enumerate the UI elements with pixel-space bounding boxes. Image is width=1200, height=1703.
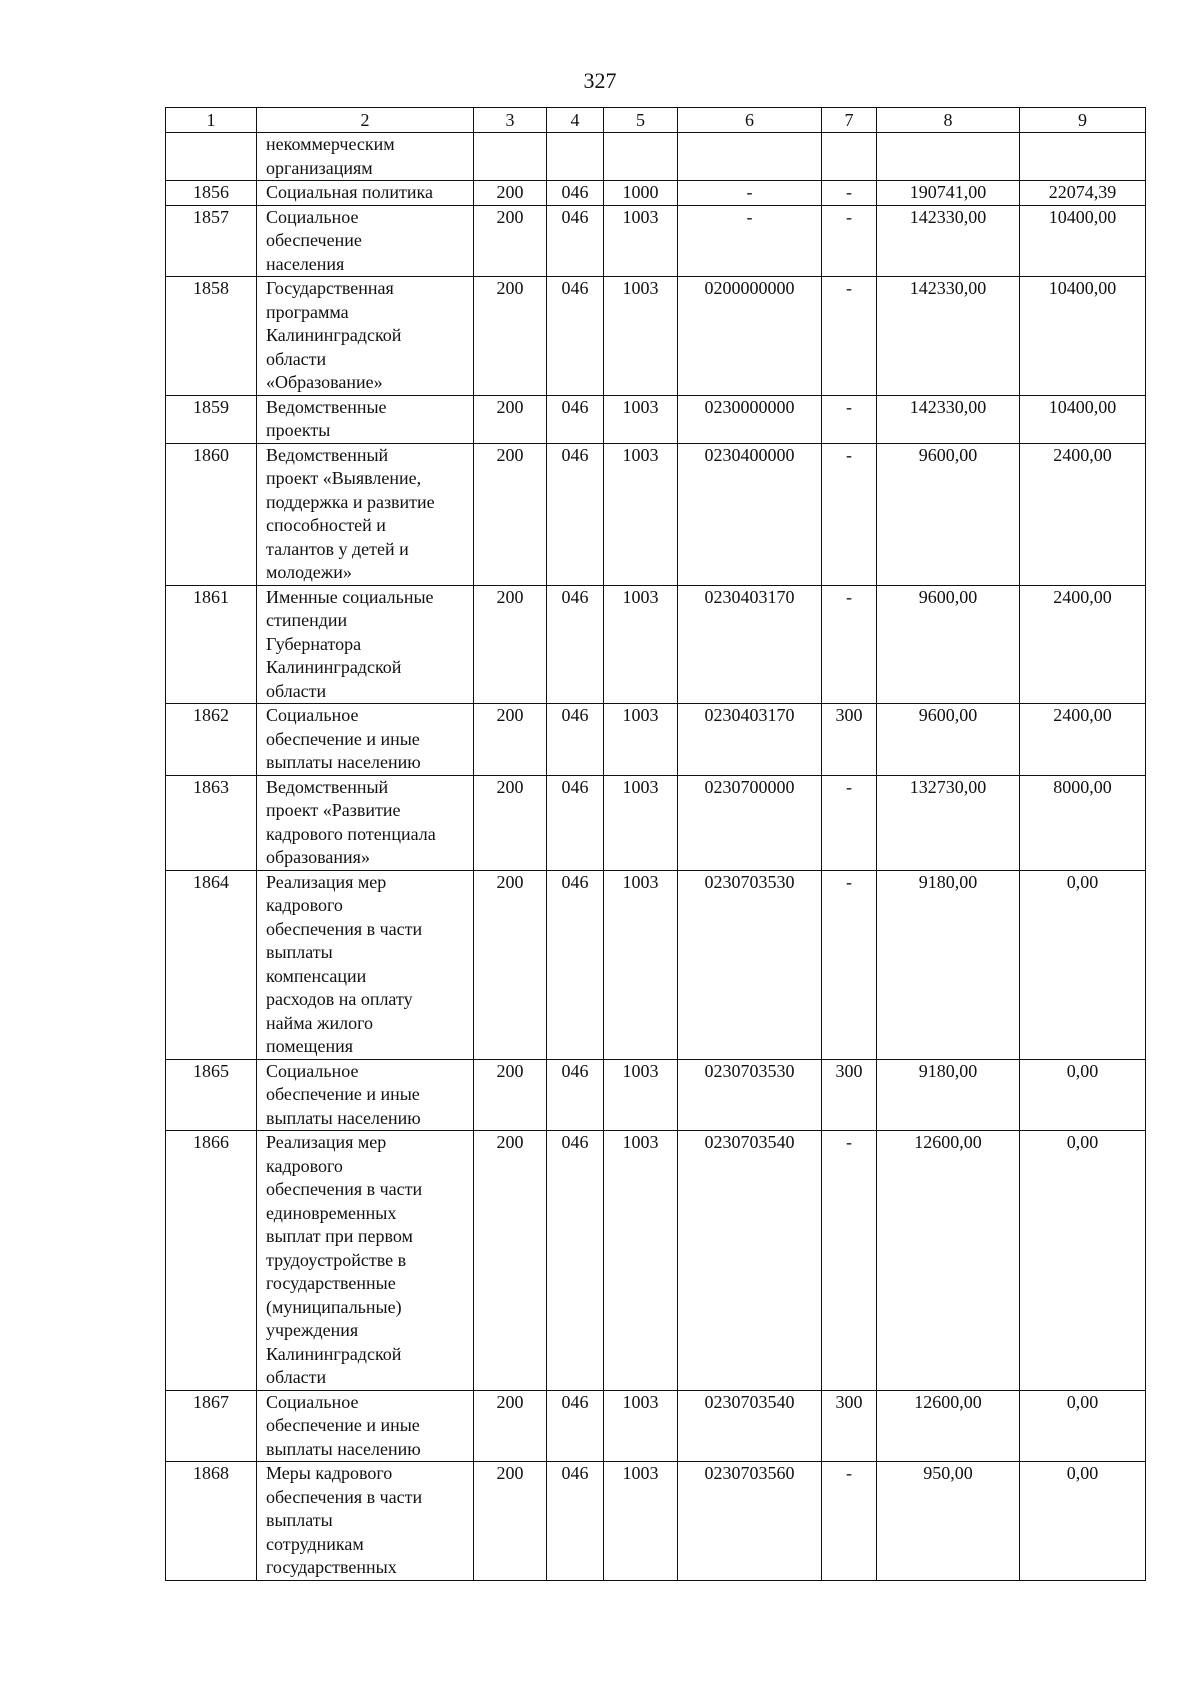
sum-col-9: 22074,39 xyxy=(1020,181,1146,206)
code-col-4: 046 xyxy=(547,1462,604,1581)
table-row xyxy=(166,1131,1146,1391)
sum-col-9: 0,00 xyxy=(1020,1390,1146,1462)
sum-col-9: 10400,00 xyxy=(1020,277,1146,396)
code-col-4: 046 xyxy=(547,395,604,443)
row-number: 1863 xyxy=(166,775,257,870)
table-row xyxy=(166,585,1146,704)
code-col-4: 046 xyxy=(547,585,604,704)
row-name-line: найма жилого xyxy=(266,1012,373,1033)
sum-col-9: 2400,00 xyxy=(1020,443,1146,585)
code-col-6: 0230703530 xyxy=(678,1059,822,1131)
code-col-3: 200 xyxy=(474,1059,547,1131)
sum-col-8: 9180,00 xyxy=(877,870,1020,1059)
header-cell: 7 xyxy=(822,108,877,133)
code-col-3: 200 xyxy=(474,205,547,277)
row-name-line: образования» xyxy=(266,847,370,867)
header-cell: 3 xyxy=(474,108,547,133)
row-name-line: помещения xyxy=(266,1036,354,1056)
row-name-line: Ведомственный xyxy=(266,776,389,797)
row-name-line: поддержка и развитие xyxy=(266,491,435,512)
sum-col-8: 12600,00 xyxy=(877,1131,1020,1391)
sum-col-8: 142330,00 xyxy=(877,395,1020,443)
code-col-5: 1003 xyxy=(604,395,678,443)
row-name-line: выплаты xyxy=(266,1510,333,1530)
sum-col-9: 2400,00 xyxy=(1020,585,1146,704)
row-name-line: (муниципальные) xyxy=(266,1296,402,1317)
code-col-7: - xyxy=(822,205,877,277)
code-col-4 xyxy=(547,133,604,181)
code-col-4: 046 xyxy=(547,181,604,206)
code-col-5 xyxy=(604,133,678,181)
row-name-line: Меры кадрового xyxy=(266,1463,393,1483)
row-number: 1867 xyxy=(166,1390,257,1462)
code-col-3: 200 xyxy=(474,181,547,206)
table-row xyxy=(166,775,1146,870)
code-col-6: 0230400000 xyxy=(678,443,822,585)
code-col-5: 1003 xyxy=(604,1059,678,1131)
sum-col-9: 10400,00 xyxy=(1020,205,1146,277)
row-name xyxy=(257,1131,474,1391)
row-number: 1861 xyxy=(166,585,257,704)
code-col-7: - xyxy=(822,181,877,206)
code-col-3: 200 xyxy=(474,775,547,870)
row-name-line: кадрового потенциала xyxy=(266,823,436,844)
code-col-6: 0230403170 xyxy=(678,585,822,704)
code-col-6: 0230703540 xyxy=(678,1131,822,1391)
row-name-line: компенсации xyxy=(266,965,367,986)
row-number: 1857 xyxy=(166,205,257,277)
code-col-4: 046 xyxy=(547,205,604,277)
page-number: 327 xyxy=(583,68,617,93)
row-name xyxy=(257,133,474,181)
code-col-5: 1003 xyxy=(604,704,678,776)
row-name-line: расходов на оплату xyxy=(266,989,413,1009)
header-cell: 1 xyxy=(166,108,257,133)
row-name-line: Реализация мер xyxy=(266,1132,387,1152)
row-name xyxy=(257,585,474,704)
sum-col-8: 9600,00 xyxy=(877,443,1020,585)
code-col-7: 300 xyxy=(822,1390,877,1462)
code-col-3: 200 xyxy=(474,443,547,585)
row-name-line: способностей и xyxy=(266,515,386,535)
code-col-4: 046 xyxy=(547,1059,604,1131)
sum-col-8: 9600,00 xyxy=(877,704,1020,776)
code-col-4: 046 xyxy=(547,1390,604,1462)
code-col-7: - xyxy=(822,585,877,704)
row-name-line: Реализация мер xyxy=(266,871,387,892)
code-col-3: 200 xyxy=(474,704,547,776)
code-col-5: 1003 xyxy=(604,443,678,585)
code-col-7: - xyxy=(822,1462,877,1581)
header-cell: 6 xyxy=(678,108,822,133)
row-number: 1868 xyxy=(166,1462,257,1581)
sum-col-9: 0,00 xyxy=(1020,870,1146,1059)
row-number xyxy=(166,133,257,181)
code-col-6: 0230703540 xyxy=(678,1390,822,1462)
row-name-line: проект «Развитие xyxy=(266,800,401,820)
code-col-4: 046 xyxy=(547,704,604,776)
sum-col-8: 142330,00 xyxy=(877,205,1020,277)
row-name-line: талантов у детей и xyxy=(266,538,409,559)
table-row xyxy=(166,205,1146,277)
row-number: 1865 xyxy=(166,1059,257,1131)
code-col-6: 0230703560 xyxy=(678,1462,822,1581)
code-col-3: 200 xyxy=(474,1462,547,1581)
code-col-3: 200 xyxy=(474,585,547,704)
row-name-line: обеспечение и иные xyxy=(266,728,420,749)
code-col-7: - xyxy=(822,870,877,1059)
row-name-line: трудоустройстве в xyxy=(266,1249,407,1270)
code-col-7: - xyxy=(822,443,877,585)
row-number: 1856 xyxy=(166,181,257,206)
sum-col-9: 10400,00 xyxy=(1020,395,1146,443)
table-row xyxy=(166,395,1146,443)
code-col-7: - xyxy=(822,395,877,443)
code-col-5: 1003 xyxy=(604,1390,678,1462)
code-col-4: 046 xyxy=(547,1131,604,1391)
sum-col-8: 9600,00 xyxy=(877,585,1020,704)
row-name-line: Государственная xyxy=(266,278,394,298)
row-name xyxy=(257,1390,474,1462)
table-row xyxy=(166,1390,1146,1462)
sum-col-9: 0,00 xyxy=(1020,1131,1146,1391)
code-col-6: - xyxy=(678,205,822,277)
row-name-line: обеспечение и иные xyxy=(266,1415,420,1435)
row-name xyxy=(257,870,474,1059)
sum-col-8 xyxy=(877,133,1020,181)
table-row xyxy=(166,181,1146,206)
code-col-5: 1003 xyxy=(604,870,678,1059)
row-name-line: Ведомственный xyxy=(266,444,389,465)
row-name-line: обеспечение xyxy=(266,230,362,250)
row-name-line: единовременных xyxy=(266,1202,397,1223)
code-col-6 xyxy=(678,133,822,181)
row-name xyxy=(257,443,474,585)
sum-col-9: 0,00 xyxy=(1020,1059,1146,1131)
sum-col-8: 142330,00 xyxy=(877,277,1020,396)
code-col-4: 046 xyxy=(547,775,604,870)
table-row xyxy=(166,1059,1146,1131)
row-name-line: области xyxy=(266,348,327,369)
row-name-line: области xyxy=(266,680,327,701)
row-name-line: области xyxy=(266,1367,327,1387)
row-name-line: государственных xyxy=(266,1557,397,1577)
code-col-7: - xyxy=(822,775,877,870)
sum-col-8: 950,00 xyxy=(877,1462,1020,1581)
row-name xyxy=(257,181,474,206)
code-col-6: - xyxy=(678,181,822,206)
row-name-line: Именные социальные xyxy=(266,586,434,607)
row-name-line: Калининградской xyxy=(266,1343,402,1364)
row-name-line: выплаты населению xyxy=(266,1107,421,1128)
table-row xyxy=(166,133,1146,181)
code-col-7: 300 xyxy=(822,704,877,776)
row-name-line: организациям xyxy=(266,157,373,178)
sum-col-9: 0,00 xyxy=(1020,1462,1146,1581)
row-name-line: государственные xyxy=(266,1273,396,1293)
code-col-5: 1003 xyxy=(604,1462,678,1581)
code-col-7: - xyxy=(822,277,877,396)
code-col-3: 200 xyxy=(474,395,547,443)
row-name-line: выплаты населению xyxy=(266,752,421,772)
row-name-line: Социальная политика xyxy=(266,182,433,202)
code-col-5: 1003 xyxy=(604,1131,678,1391)
table-row xyxy=(166,704,1146,776)
row-name xyxy=(257,205,474,277)
sum-col-8: 9180,00 xyxy=(877,1059,1020,1131)
row-name xyxy=(257,395,474,443)
code-col-7: - xyxy=(822,1131,877,1391)
row-name-line: учреждения xyxy=(266,1320,359,1340)
row-name-line: Социальное xyxy=(266,1060,359,1081)
row-name-line: населения xyxy=(266,253,345,274)
budget-table xyxy=(165,107,1146,1581)
row-name-line: обеспечение и иные xyxy=(266,1084,420,1104)
code-col-3 xyxy=(474,133,547,181)
code-col-7: 300 xyxy=(822,1059,877,1131)
row-name xyxy=(257,775,474,870)
row-name-line: выплат при первом xyxy=(266,1226,413,1246)
row-name-line: сотрудникам xyxy=(266,1533,364,1554)
code-col-6: 0230000000 xyxy=(678,395,822,443)
code-col-7 xyxy=(822,133,877,181)
code-col-6: 0230703530 xyxy=(678,870,822,1059)
code-col-3: 200 xyxy=(474,1131,547,1391)
row-name xyxy=(257,1059,474,1131)
code-col-6: 0230700000 xyxy=(678,775,822,870)
row-name-line: кадрового xyxy=(266,895,343,915)
header-cell: 9 xyxy=(1020,108,1146,133)
row-number: 1862 xyxy=(166,704,257,776)
sum-col-9 xyxy=(1020,133,1146,181)
header-cell: 5 xyxy=(604,108,678,133)
row-name-line: Социальное xyxy=(266,206,359,227)
row-name-line: обеспечения в части xyxy=(266,918,423,939)
row-name-line: Калининградской xyxy=(266,325,402,345)
row-name-line: Ведомственные xyxy=(266,396,387,417)
code-col-5: 1003 xyxy=(604,585,678,704)
code-col-5: 1003 xyxy=(604,277,678,396)
code-col-3: 200 xyxy=(474,1390,547,1462)
row-name-line: Губернатора xyxy=(266,633,362,654)
code-col-4: 046 xyxy=(547,277,604,396)
code-col-6: 0200000000 xyxy=(678,277,822,396)
header-cell: 8 xyxy=(877,108,1020,133)
row-name-line: кадрового xyxy=(266,1155,343,1176)
sum-col-8: 132730,00 xyxy=(877,775,1020,870)
row-name-line: выплаты населению xyxy=(266,1438,421,1459)
row-name-line: Социальное xyxy=(266,705,359,725)
row-name-line: стипендии xyxy=(266,610,348,630)
header-cell: 2 xyxy=(257,108,474,133)
code-col-6: 0230403170 xyxy=(678,704,822,776)
row-name-line: выплаты xyxy=(266,942,333,962)
row-name-line: некоммерческим xyxy=(266,134,395,154)
row-name-line: «Образование» xyxy=(266,372,383,392)
row-name xyxy=(257,1462,474,1581)
code-col-3: 200 xyxy=(474,277,547,396)
table-row xyxy=(166,277,1146,396)
table-row xyxy=(166,870,1146,1059)
code-col-4: 046 xyxy=(547,870,604,1059)
sum-col-9: 2400,00 xyxy=(1020,704,1146,776)
sum-col-8: 190741,00 xyxy=(877,181,1020,206)
row-name-line: проекты xyxy=(266,420,331,440)
table-row xyxy=(166,443,1146,585)
row-name-line: Социальное xyxy=(266,1391,359,1412)
row-number: 1864 xyxy=(166,870,257,1059)
row-number: 1860 xyxy=(166,443,257,585)
row-name-line: молодежи» xyxy=(266,562,352,582)
table-row xyxy=(166,1462,1146,1581)
header-cell: 4 xyxy=(547,108,604,133)
row-number: 1859 xyxy=(166,395,257,443)
row-name xyxy=(257,277,474,396)
row-name xyxy=(257,704,474,776)
row-name-line: проект «Выявление, xyxy=(266,468,422,488)
row-number: 1866 xyxy=(166,1131,257,1391)
code-col-5: 1003 xyxy=(604,205,678,277)
row-name-line: обеспечения в части xyxy=(266,1486,423,1507)
sum-col-8: 12600,00 xyxy=(877,1390,1020,1462)
row-number: 1858 xyxy=(166,277,257,396)
sum-col-9: 8000,00 xyxy=(1020,775,1146,870)
row-name-line: обеспечения в части xyxy=(266,1179,423,1199)
row-name-line: программа xyxy=(266,301,349,322)
header-row xyxy=(166,108,1146,133)
code-col-5: 1000 xyxy=(604,181,678,206)
code-col-4: 046 xyxy=(547,443,604,585)
row-name-line: Калининградской xyxy=(266,657,402,677)
code-col-5: 1003 xyxy=(604,775,678,870)
code-col-3: 200 xyxy=(474,870,547,1059)
